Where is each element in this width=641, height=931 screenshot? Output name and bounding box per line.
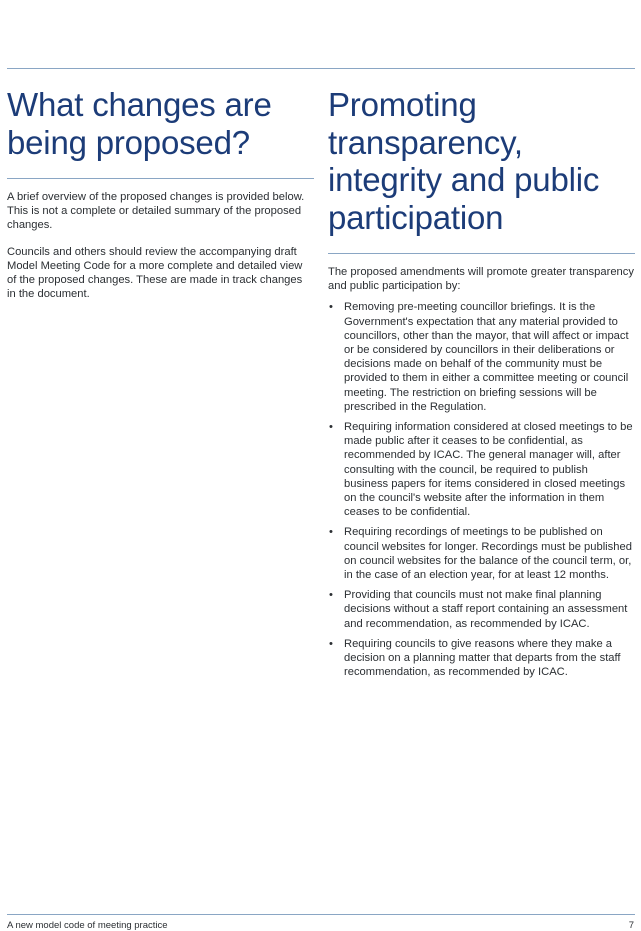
bullet-icon: •: [329, 526, 333, 539]
left-column: [7, 86, 314, 301]
heading-divider: [7, 178, 314, 179]
list-item-text: Removing pre-meeting councillor briefings. It is the Government's expectation that any material provided to councillors, other than the mayor, that will affect or impact or be considered by councillors in their deliberations or decisions made on behalf of the community must be provided to them in either a committee meeting or council meeting. The restriction on briefing sessions will be prescribed in the Regulation.: [344, 301, 629, 413]
right-column: [328, 86, 635, 685]
top-divider: [7, 68, 635, 69]
list-item-text: Providing that councils must not make final planning decisions without a staff report containing an assessment and recommendation, as recommended by ICAC.: [344, 589, 628, 630]
overview-paragraph: A brief overview of the proposed changes is provided below. This is not a complete or detailed summary of the proposed changes.: [7, 191, 305, 232]
bullet-icon: •: [329, 421, 333, 434]
proposal-list: [328, 300, 635, 679]
list-item: [328, 637, 635, 680]
section-heading-changes: What changes are being proposed?: [7, 86, 272, 161]
page-number: 7: [628, 920, 634, 931]
review-paragraph: Councils and others should review the accompanying draft Model Meeting Code for a more complete and detailed view of the proposed changes. These are made in track changes in the document.: [7, 245, 303, 301]
bullet-icon: •: [329, 301, 333, 314]
bullet-icon: •: [329, 589, 333, 602]
list-item: [328, 300, 635, 414]
section-heading-transparency: Promoting transparency, integrity and public participation: [328, 86, 600, 236]
footer-divider: [7, 914, 635, 915]
list-item: [328, 588, 635, 631]
list-item-text: Requiring recordings of meetings to be published on council websites for longer. Recordings must be published on council websites for the balance of the council term, or, in the case of an election year, for at least 12 months.: [344, 526, 632, 582]
list-item: [328, 420, 635, 519]
heading-divider: [328, 253, 635, 254]
list-item-text: Requiring information considered at closed meetings to be made public after it ceases to be confidential, as recommended by ICAC. The general manager will, after consulting with the council, be required to publish business papers for items considered in closed meetings on the council's website after the information in them ceases to be confidential.: [344, 421, 633, 519]
intro-paragraph: The proposed amendments will promote greater transparency and public participation by:: [328, 266, 634, 293]
list-item-text: Requiring councils to give reasons where they make a decision on a planning matter that departs from the staff recommendation, as recommended by ICAC.: [344, 637, 621, 679]
list-item: [328, 525, 635, 582]
bullet-icon: •: [329, 637, 333, 650]
footer-title: A new model code of meeting practice: [7, 920, 168, 931]
